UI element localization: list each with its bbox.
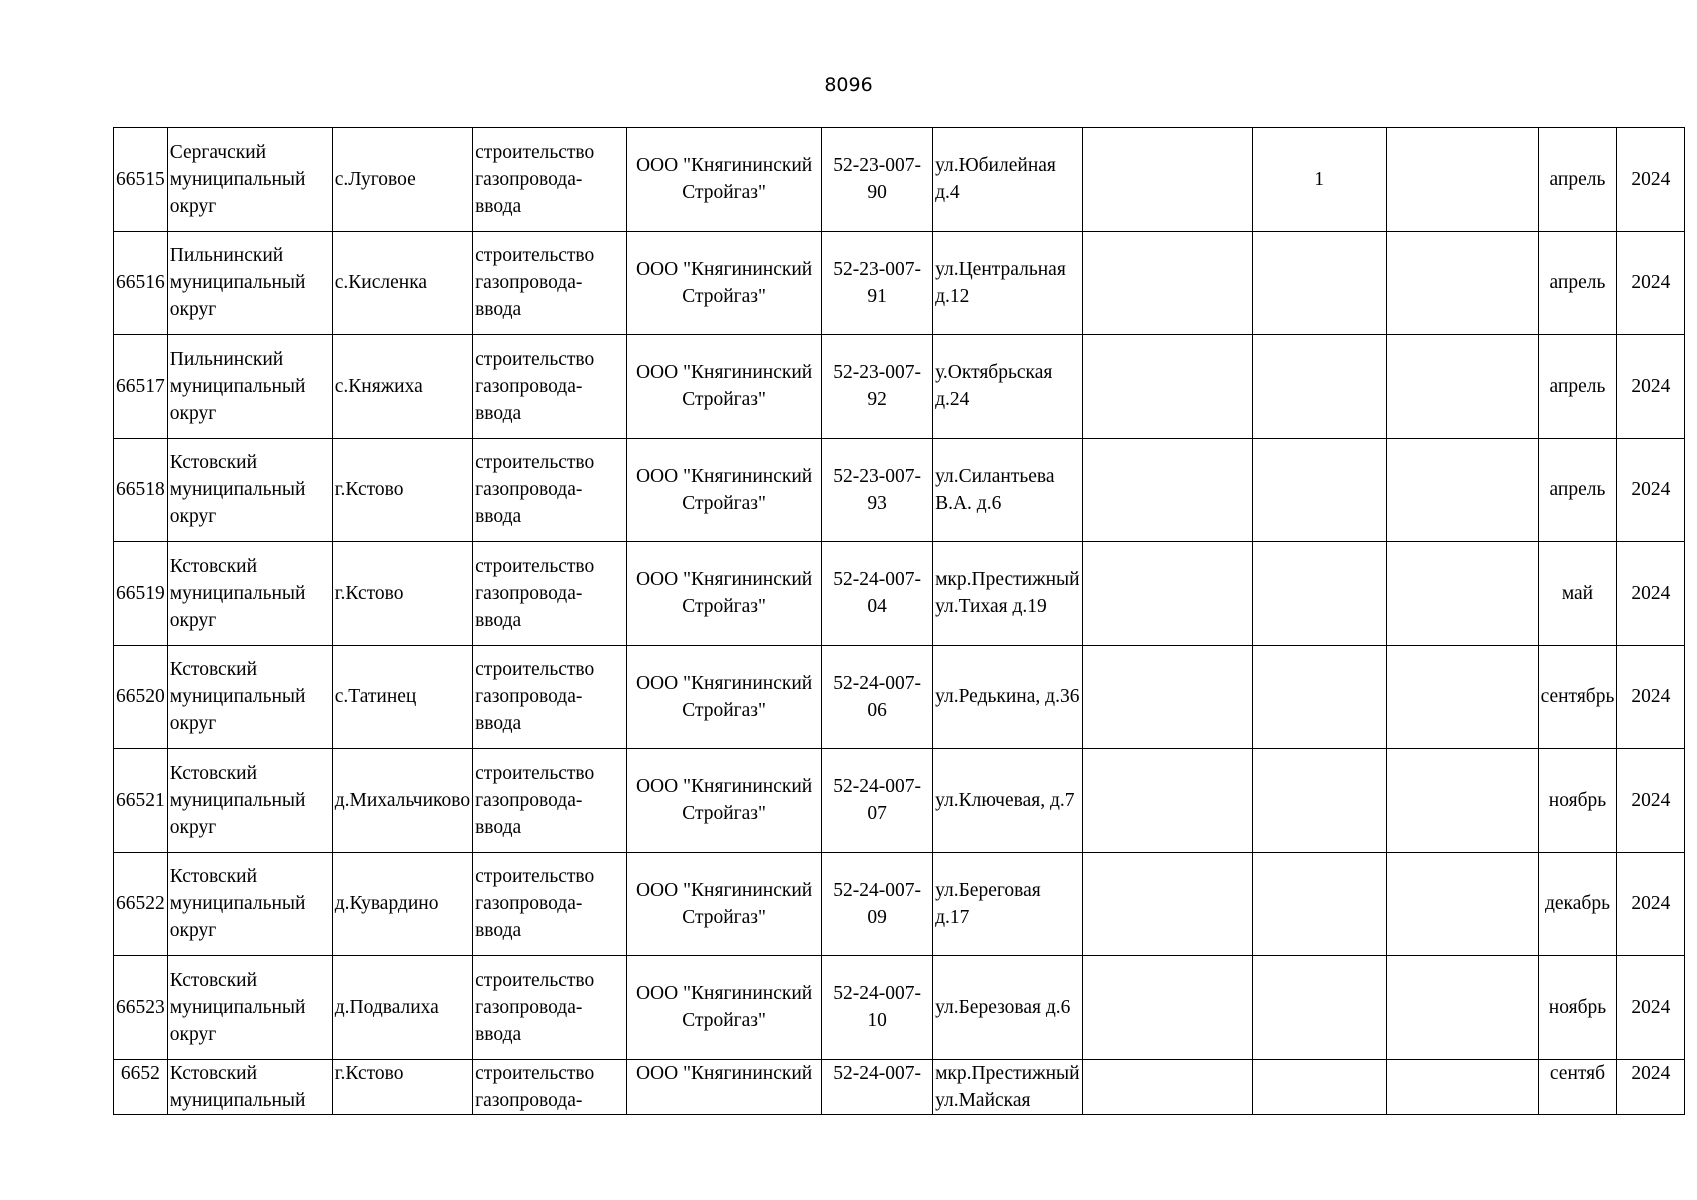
cell-address: у.Октябрьская д.24: [933, 335, 1082, 439]
cell-address: ул.Березовая д.6: [933, 956, 1082, 1060]
cell-month: сентяб: [1538, 1059, 1617, 1114]
cell-district: Кстовский муниципальный округ: [167, 542, 332, 646]
cell-number: 66517: [114, 335, 168, 439]
cell-col9: 1: [1252, 128, 1386, 232]
cell-contractor: ООО "Княгининский Стройгаз": [627, 956, 822, 1060]
cell-contractor: ООО "Княгининский Стройгаз": [627, 542, 822, 646]
cell-address: ул.Юбилейная д.4: [933, 128, 1082, 232]
cell-year: 2024: [1617, 542, 1685, 646]
cell-code: 52-24-007-07: [822, 749, 933, 853]
cell-month: апрель: [1538, 438, 1617, 542]
table-row: [114, 128, 1685, 232]
cell-col8: [1082, 128, 1252, 232]
cell-contractor: ООО "Княгининский Стройгаз": [627, 231, 822, 335]
cell-month: ноябрь: [1538, 956, 1617, 1060]
cell-address: ул.Силантьева В.А. д.6: [933, 438, 1082, 542]
cell-code: 52-23-007-91: [822, 231, 933, 335]
cell-month: май: [1538, 542, 1617, 646]
cell-number: 66523: [114, 956, 168, 1060]
cell-col10: [1386, 956, 1538, 1060]
cell-col9: [1252, 1059, 1386, 1114]
cell-settlement: д.Михальчиково: [332, 749, 472, 853]
table-row: [114, 231, 1685, 335]
cell-col9: [1252, 645, 1386, 749]
cell-col8: [1082, 1059, 1252, 1114]
cell-work-type: строительство газопровода-: [473, 1059, 627, 1114]
cell-address: ул.Ключевая, д.7: [933, 749, 1082, 853]
cell-number: 66519: [114, 542, 168, 646]
cell-col8: [1082, 542, 1252, 646]
table-row: [114, 645, 1685, 749]
cell-col10: [1386, 542, 1538, 646]
table-row: [114, 1059, 1685, 1114]
cell-col10: [1386, 645, 1538, 749]
table-row: [114, 852, 1685, 956]
cell-month: ноябрь: [1538, 749, 1617, 853]
cell-settlement: г.Кстово: [332, 542, 472, 646]
cell-work-type: строительство газопровода-ввода: [473, 645, 627, 749]
cell-col8: [1082, 645, 1252, 749]
cell-district: Сергачский муниципальный округ: [167, 128, 332, 232]
cell-work-type: строительство газопровода-ввода: [473, 542, 627, 646]
cell-year: 2024: [1617, 645, 1685, 749]
cell-settlement: д.Подвалиха: [332, 956, 472, 1060]
cell-number: 66518: [114, 438, 168, 542]
cell-contractor: ООО "Княгининский Стройгаз": [627, 128, 822, 232]
cell-work-type: строительство газопровода-ввода: [473, 956, 627, 1060]
cell-work-type: строительство газопровода-ввода: [473, 335, 627, 439]
cell-col9: [1252, 852, 1386, 956]
cell-number: 66516: [114, 231, 168, 335]
cell-number: 66521: [114, 749, 168, 853]
cell-code: 52-23-007-92: [822, 335, 933, 439]
cell-contractor: ООО "Княгининский: [627, 1059, 822, 1114]
cell-col10: [1386, 231, 1538, 335]
cell-col10: [1386, 438, 1538, 542]
cell-work-type: строительство газопровода-ввода: [473, 231, 627, 335]
cell-col9: [1252, 542, 1386, 646]
cell-code: 52-24-007-09: [822, 852, 933, 956]
cell-settlement: г.Кстово: [332, 438, 472, 542]
cell-col9: [1252, 335, 1386, 439]
cell-col10: [1386, 749, 1538, 853]
cell-district: Кстовский муниципальный округ: [167, 645, 332, 749]
cell-year: 2024: [1617, 852, 1685, 956]
works-table: [113, 127, 1685, 1115]
cell-col10: [1386, 128, 1538, 232]
table-row: [114, 956, 1685, 1060]
cell-contractor: ООО "Княгининский Стройгаз": [627, 645, 822, 749]
cell-month: апрель: [1538, 128, 1617, 232]
cell-contractor: ООО "Княгининский Стройгаз": [627, 335, 822, 439]
cell-col8: [1082, 852, 1252, 956]
cell-work-type: строительство газопровода-ввода: [473, 438, 627, 542]
table-row: [114, 749, 1685, 853]
cell-district: Кстовский муниципальный округ: [167, 852, 332, 956]
table-row: [114, 542, 1685, 646]
cell-district: Кстовский муниципальный: [167, 1059, 332, 1114]
cell-year: 2024: [1617, 1059, 1685, 1114]
cell-work-type: строительство газопровода-ввода: [473, 852, 627, 956]
cell-district: Кстовский муниципальный округ: [167, 956, 332, 1060]
cell-contractor: ООО "Княгининский Стройгаз": [627, 852, 822, 956]
cell-number: 6652: [114, 1059, 168, 1114]
table-body: [114, 128, 1685, 1115]
cell-code: 52-23-007-90: [822, 128, 933, 232]
cell-col8: [1082, 231, 1252, 335]
cell-address: мкр.Престижный ул.Майская: [933, 1059, 1082, 1114]
cell-work-type: строительство газопровода-ввода: [473, 128, 627, 232]
cell-col8: [1082, 749, 1252, 853]
cell-col9: [1252, 438, 1386, 542]
cell-code: 52-24-007-10: [822, 956, 933, 1060]
cell-district: Пильнинский муниципальный округ: [167, 335, 332, 439]
cell-col8: [1082, 335, 1252, 439]
cell-settlement: с.Луговое: [332, 128, 472, 232]
cell-number: 66522: [114, 852, 168, 956]
table-row: [114, 438, 1685, 542]
cell-year: 2024: [1617, 749, 1685, 853]
cell-year: 2024: [1617, 128, 1685, 232]
cell-address: ул.Центральная д.12: [933, 231, 1082, 335]
cell-district: Кстовский муниципальный округ: [167, 438, 332, 542]
cell-year: 2024: [1617, 335, 1685, 439]
cell-col10: [1386, 852, 1538, 956]
cell-code: 52-24-007-04: [822, 542, 933, 646]
cell-settlement: с.Татинец: [332, 645, 472, 749]
cell-settlement: с.Кисленка: [332, 231, 472, 335]
table-row: [114, 335, 1685, 439]
cell-work-type: строительство газопровода-ввода: [473, 749, 627, 853]
cell-col10: [1386, 335, 1538, 439]
cell-col8: [1082, 438, 1252, 542]
cell-month: апрель: [1538, 335, 1617, 439]
cell-code: 52-24-007-: [822, 1059, 933, 1114]
cell-district: Кстовский муниципальный округ: [167, 749, 332, 853]
cell-address: мкр.Престижный ул.Тихая д.19: [933, 542, 1082, 646]
cell-settlement: с.Княжиха: [332, 335, 472, 439]
cell-code: 52-23-007-93: [822, 438, 933, 542]
cell-col8: [1082, 956, 1252, 1060]
cell-number: 66515: [114, 128, 168, 232]
cell-month: сентябрь: [1538, 645, 1617, 749]
cell-month: декабрь: [1538, 852, 1617, 956]
cell-number: 66520: [114, 645, 168, 749]
page-number: 8096: [824, 74, 873, 96]
cell-col9: [1252, 956, 1386, 1060]
cell-month: апрель: [1538, 231, 1617, 335]
cell-address: ул.Береговая д.17: [933, 852, 1082, 956]
cell-year: 2024: [1617, 438, 1685, 542]
cell-contractor: ООО "Княгининский Стройгаз": [627, 749, 822, 853]
cell-col9: [1252, 749, 1386, 853]
cell-contractor: ООО "Княгининский Стройгаз": [627, 438, 822, 542]
cell-year: 2024: [1617, 231, 1685, 335]
cell-address: ул.Редькина, д.36: [933, 645, 1082, 749]
cell-settlement: г.Кстово: [332, 1059, 472, 1114]
cell-code: 52-24-007-06: [822, 645, 933, 749]
cell-year: 2024: [1617, 956, 1685, 1060]
cell-col10: [1386, 1059, 1538, 1114]
cell-settlement: д.Кувардино: [332, 852, 472, 956]
cell-col9: [1252, 231, 1386, 335]
cell-district: Пильнинский муниципальный округ: [167, 231, 332, 335]
